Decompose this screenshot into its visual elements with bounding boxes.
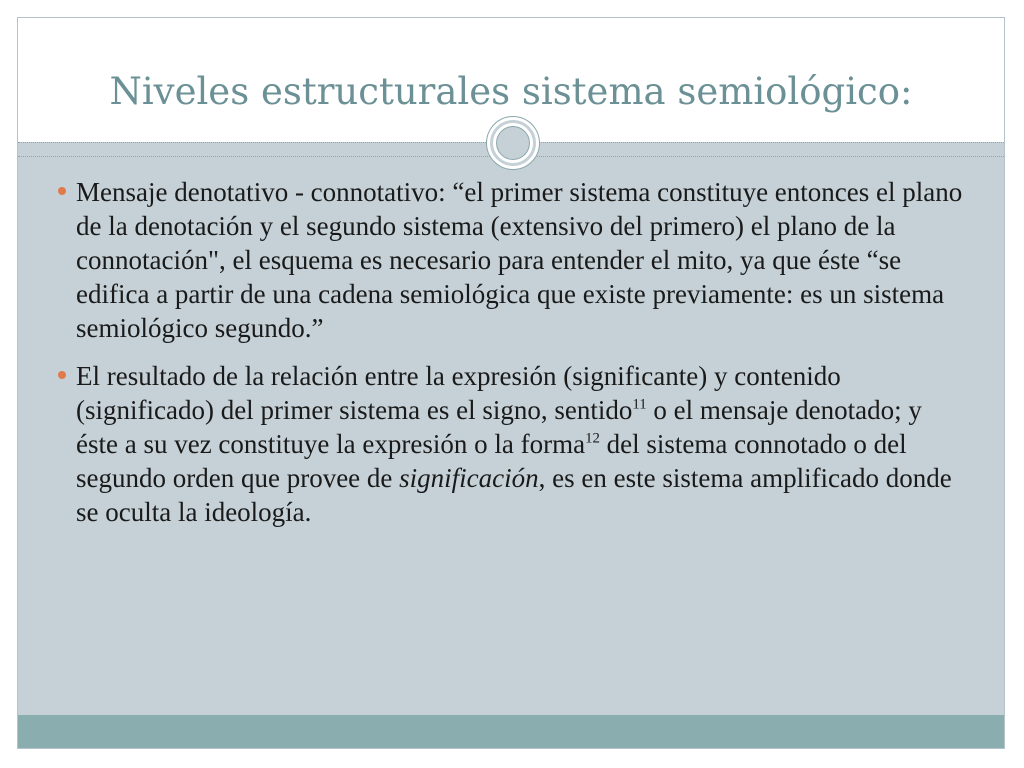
footnote-ref: 11 [632, 396, 647, 413]
bullet-text: El resultado de la relación entre la expresión (significante) y contenido (significado) del primer sistema es el signo, sentido$^{11}$ o el mensaje denotado; y éste a su vez constituye la expresión o la forma$^{12}$ del sistema connotado o del segundo orden que provee de significación, es en este sistema amplificado donde se oculta la ideología. [76, 361, 952, 527]
italic-term: significación [399, 463, 539, 493]
slide [17, 17, 1005, 749]
bullet-dot-icon [58, 371, 66, 379]
bullet-text: Mensaje denotativo - connotativo: “el primer sistema constituye entonces el plano de la denotación y el segundo sistema (extensivo del primero) el plano de la connotación", el esquema es necesario para entender el mito, ya que éste “se edifica a partir de una cadena semiológica que existe previamente: es un sistema semiológico segundo.” [76, 177, 963, 343]
slide-title: Niveles estructurales sistema semiológico: [109, 70, 913, 113]
bullet-item [58, 175, 968, 345]
footer-band [18, 715, 1004, 748]
decorative-ring-icon [487, 117, 539, 169]
bullet-item [58, 359, 968, 529]
bullet-dot-icon [58, 187, 66, 195]
footnote-ref: 12 [585, 430, 600, 447]
bullet-list [58, 175, 968, 543]
